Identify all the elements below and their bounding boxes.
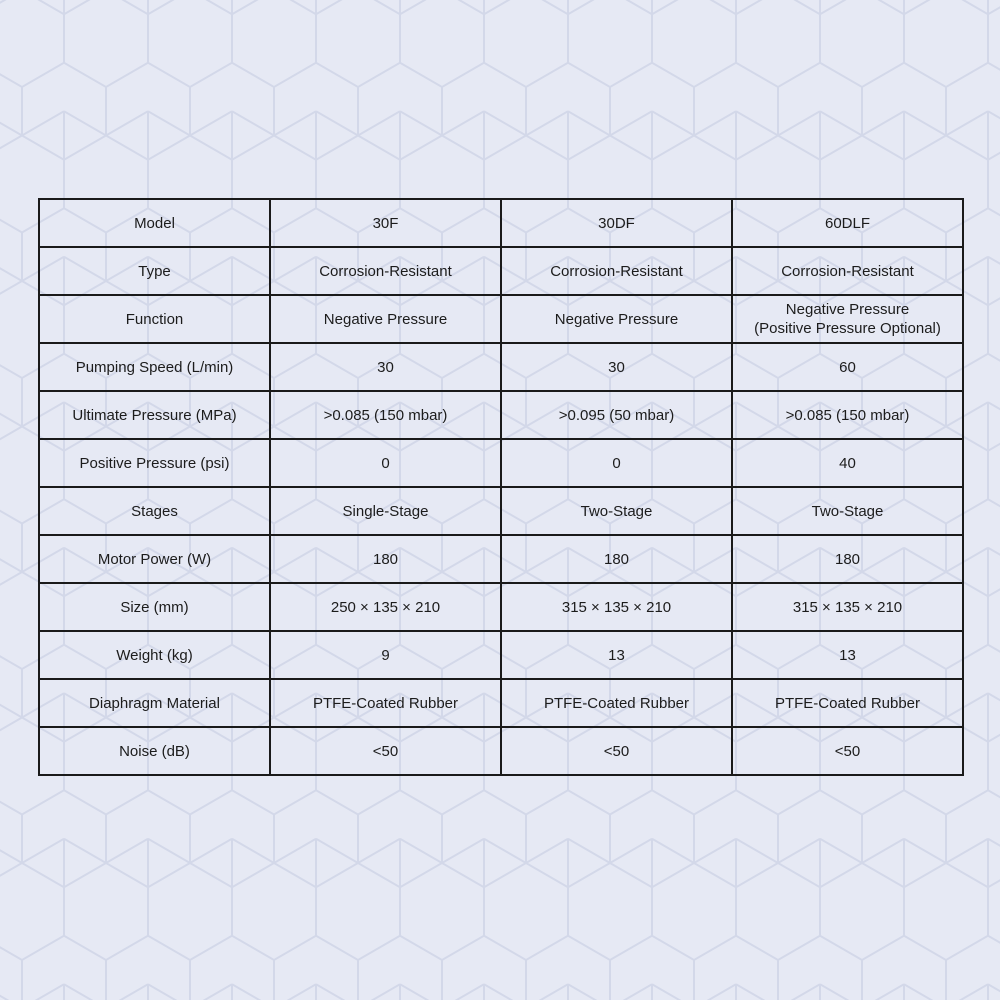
table-row	[39, 487, 963, 535]
value-line: (Positive Pressure Optional)	[754, 320, 941, 337]
table-row	[39, 439, 963, 487]
value-cell: Corrosion-Resistant	[732, 247, 963, 295]
row-label-cell: Type	[39, 247, 270, 295]
value-cell: PTFE-Coated Rubber	[501, 679, 732, 727]
row-label-cell: Ultimate Pressure (MPa)	[39, 391, 270, 439]
value-cell: 180	[270, 535, 501, 583]
value-cell: 13	[732, 631, 963, 679]
table-row	[39, 727, 963, 775]
value-line: Negative Pressure	[785, 301, 910, 318]
value-cell: Corrosion-Resistant	[501, 247, 732, 295]
value-cell: 60	[732, 343, 963, 391]
table-row	[39, 343, 963, 391]
specification-table	[38, 198, 964, 776]
value-cell: 315 × 135 × 210	[732, 583, 963, 631]
table-row	[39, 535, 963, 583]
value-cell: Two-Stage	[501, 487, 732, 535]
row-label-cell: Weight (kg)	[39, 631, 270, 679]
value-cell: Negative Pressure	[270, 295, 501, 343]
table-row	[39, 631, 963, 679]
value-cell: 315 × 135 × 210	[501, 583, 732, 631]
value-cell: 250 × 135 × 210	[270, 583, 501, 631]
row-label-cell: Motor Power (W)	[39, 535, 270, 583]
value-cell: >0.085 (150 mbar)	[270, 391, 501, 439]
header-row	[39, 199, 963, 247]
value-cell: 0	[501, 439, 732, 487]
value-cell: 9	[270, 631, 501, 679]
table-row	[39, 247, 963, 295]
value-cell: Negative Pressure	[501, 295, 732, 343]
value-cell	[732, 295, 963, 343]
row-label-cell: Positive Pressure (psi)	[39, 439, 270, 487]
value-cell: 40	[732, 439, 963, 487]
row-label-cell: Function	[39, 295, 270, 343]
table-row	[39, 391, 963, 439]
value-cell: <50	[501, 727, 732, 775]
value-cell: 30	[501, 343, 732, 391]
header-label-cell: Model	[39, 199, 270, 247]
row-label-cell: Size (mm)	[39, 583, 270, 631]
value-cell: PTFE-Coated Rubber	[732, 679, 963, 727]
row-label-cell: Noise (dB)	[39, 727, 270, 775]
table-row	[39, 679, 963, 727]
value-cell: <50	[732, 727, 963, 775]
table-row	[39, 583, 963, 631]
model-60dlf-cell: 60DLF	[732, 199, 963, 247]
row-label-cell: Stages	[39, 487, 270, 535]
value-cell: 0	[270, 439, 501, 487]
model-30df-cell: 30DF	[501, 199, 732, 247]
model-30f-cell: 30F	[270, 199, 501, 247]
value-cell: Single-Stage	[270, 487, 501, 535]
value-cell: 180	[501, 535, 732, 583]
value-cell: >0.085 (150 mbar)	[732, 391, 963, 439]
value-cell: Corrosion-Resistant	[270, 247, 501, 295]
row-label-cell: Diaphragm Material	[39, 679, 270, 727]
value-cell: 30	[270, 343, 501, 391]
table-row	[39, 295, 963, 343]
value-cell: >0.095 (50 mbar)	[501, 391, 732, 439]
value-cell: 180	[732, 535, 963, 583]
value-cell: <50	[270, 727, 501, 775]
value-cell: 13	[501, 631, 732, 679]
value-cell: PTFE-Coated Rubber	[270, 679, 501, 727]
value-cell: Two-Stage	[732, 487, 963, 535]
row-label-cell: Pumping Speed (L/min)	[39, 343, 270, 391]
